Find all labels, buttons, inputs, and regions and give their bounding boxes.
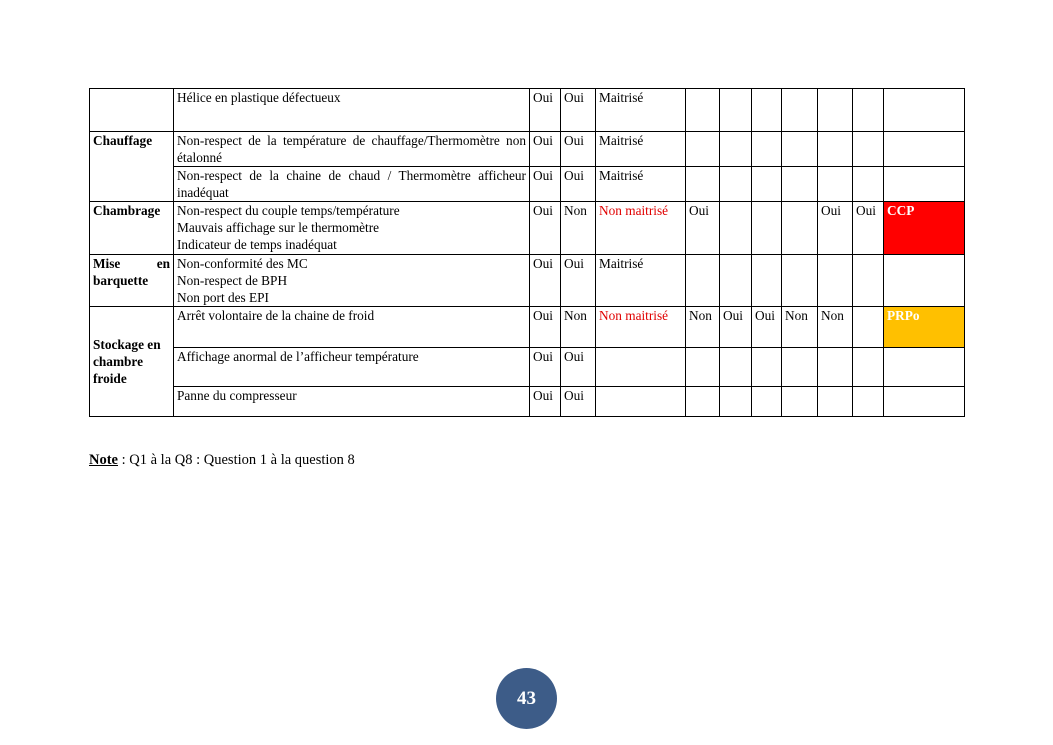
status-cell: Maitrisé xyxy=(596,89,686,132)
q4-cell xyxy=(720,167,752,202)
q7-cell xyxy=(818,255,853,307)
q7-cell xyxy=(818,89,853,132)
q6-cell xyxy=(782,255,818,307)
step-line: barquette xyxy=(93,273,149,288)
status-cell: Maitrisé xyxy=(596,255,686,307)
q3-cell xyxy=(686,255,720,307)
q3-cell xyxy=(686,89,720,132)
q6-cell xyxy=(782,348,818,387)
q4-cell xyxy=(720,255,752,307)
q7-cell: Oui xyxy=(818,202,853,255)
danger-cell: Hélice en plastique défectueux xyxy=(174,89,530,132)
q1-cell: Oui xyxy=(530,255,561,307)
q1-cell: Oui xyxy=(530,132,561,167)
result-cell xyxy=(884,348,965,387)
status-cell xyxy=(596,348,686,387)
q1-cell: Oui xyxy=(530,202,561,255)
q3-cell: Oui xyxy=(686,202,720,255)
q5-cell xyxy=(752,132,782,167)
q4-cell: Oui xyxy=(720,307,752,348)
danger-line: Mauvais affichage sur le thermomètre xyxy=(177,220,380,235)
result-cell xyxy=(884,387,965,417)
table-row xyxy=(90,307,965,348)
q3-cell xyxy=(686,387,720,417)
danger-cell xyxy=(174,255,530,307)
q3-cell xyxy=(686,132,720,167)
q6-cell xyxy=(782,202,818,255)
q5-cell xyxy=(752,89,782,132)
prpo-result-cell: PRPo xyxy=(884,307,965,348)
note-text: : Q1 à la Q8 : Question 1 à la question 8 xyxy=(118,452,355,468)
q8-cell: Oui xyxy=(853,202,884,255)
danger-cell: Panne du compresseur xyxy=(174,387,530,417)
q1-cell: Oui xyxy=(530,167,561,202)
danger-line: Non-conformité des MC xyxy=(177,256,308,271)
q5-cell: Oui xyxy=(752,307,782,348)
q2-cell: Oui xyxy=(561,348,596,387)
q7-cell xyxy=(818,387,853,417)
q5-cell xyxy=(752,255,782,307)
step-line xyxy=(93,255,170,272)
q8-cell xyxy=(853,89,884,132)
result-cell xyxy=(884,132,965,167)
result-cell xyxy=(884,89,965,132)
step-word: Mise xyxy=(93,256,121,271)
q8-cell xyxy=(853,132,884,167)
status-cell: Maitrisé xyxy=(596,167,686,202)
q8-cell xyxy=(853,348,884,387)
q4-cell xyxy=(720,202,752,255)
danger-line: Non port des EPI xyxy=(177,290,269,305)
danger-cell xyxy=(174,202,530,255)
danger-cell: Non-respect de la chaine de chaud / Thermomètre afficheur inadéquat xyxy=(174,167,530,202)
page-number: 43 xyxy=(496,668,557,729)
status-cell xyxy=(596,387,686,417)
table-row xyxy=(90,167,965,202)
step-cell: Chauffage xyxy=(90,132,174,202)
q6-cell xyxy=(782,89,818,132)
q7-cell xyxy=(818,348,853,387)
danger-cell: Arrêt volontaire de la chaine de froid xyxy=(174,307,530,348)
step-cell xyxy=(90,255,174,307)
q4-cell xyxy=(720,132,752,167)
table-row xyxy=(90,202,965,255)
danger-line: Non-respect de BPH xyxy=(177,273,288,288)
q2-cell: Oui xyxy=(561,132,596,167)
step-cell: Stockage en chambre froide xyxy=(90,307,174,417)
haccp-table xyxy=(89,88,965,417)
q6-cell xyxy=(782,132,818,167)
q6-cell xyxy=(782,387,818,417)
table-row xyxy=(90,132,965,167)
q5-cell xyxy=(752,202,782,255)
danger-line: Non-respect du couple temps/température xyxy=(177,203,400,218)
q7-cell xyxy=(818,132,853,167)
ccp-result-cell: CCP xyxy=(884,202,965,255)
step-word: en xyxy=(156,256,170,271)
step-cell: Chambrage xyxy=(90,202,174,255)
q2-cell: Oui xyxy=(561,89,596,132)
q8-cell xyxy=(853,167,884,202)
danger-cell: Non-respect de la température de chauffage/Thermomètre non étalonné xyxy=(174,132,530,167)
step-cell xyxy=(90,89,174,132)
q7-cell xyxy=(818,167,853,202)
q3-cell xyxy=(686,348,720,387)
q5-cell xyxy=(752,387,782,417)
status-cell: Maitrisé xyxy=(596,132,686,167)
q5-cell xyxy=(752,167,782,202)
status-cell: Non maitrisé xyxy=(596,202,686,255)
q3-cell: Non xyxy=(686,307,720,348)
table-row xyxy=(90,348,965,387)
note-label: Note xyxy=(89,452,118,468)
q4-cell xyxy=(720,387,752,417)
danger-cell: Affichage anormal de l’afficheur température xyxy=(174,348,530,387)
q1-cell: Oui xyxy=(530,307,561,348)
q1-cell: Oui xyxy=(530,387,561,417)
q5-cell xyxy=(752,348,782,387)
result-cell xyxy=(884,255,965,307)
q8-cell xyxy=(853,387,884,417)
status-cell: Non maitrisé xyxy=(596,307,686,348)
q2-cell: Oui xyxy=(561,255,596,307)
q3-cell xyxy=(686,167,720,202)
danger-line: Indicateur de temps inadéquat xyxy=(177,237,337,252)
q1-cell: Oui xyxy=(530,89,561,132)
result-cell xyxy=(884,167,965,202)
q6-cell: Non xyxy=(782,307,818,348)
q6-cell xyxy=(782,167,818,202)
q4-cell xyxy=(720,89,752,132)
table-row xyxy=(90,255,965,307)
note xyxy=(89,452,355,469)
q2-cell: Oui xyxy=(561,167,596,202)
q8-cell xyxy=(853,255,884,307)
q2-cell: Non xyxy=(561,307,596,348)
q4-cell xyxy=(720,348,752,387)
q2-cell: Oui xyxy=(561,387,596,417)
table-row xyxy=(90,89,965,132)
q2-cell: Non xyxy=(561,202,596,255)
table-row xyxy=(90,387,965,417)
q1-cell: Oui xyxy=(530,348,561,387)
q8-cell xyxy=(853,307,884,348)
q7-cell: Non xyxy=(818,307,853,348)
